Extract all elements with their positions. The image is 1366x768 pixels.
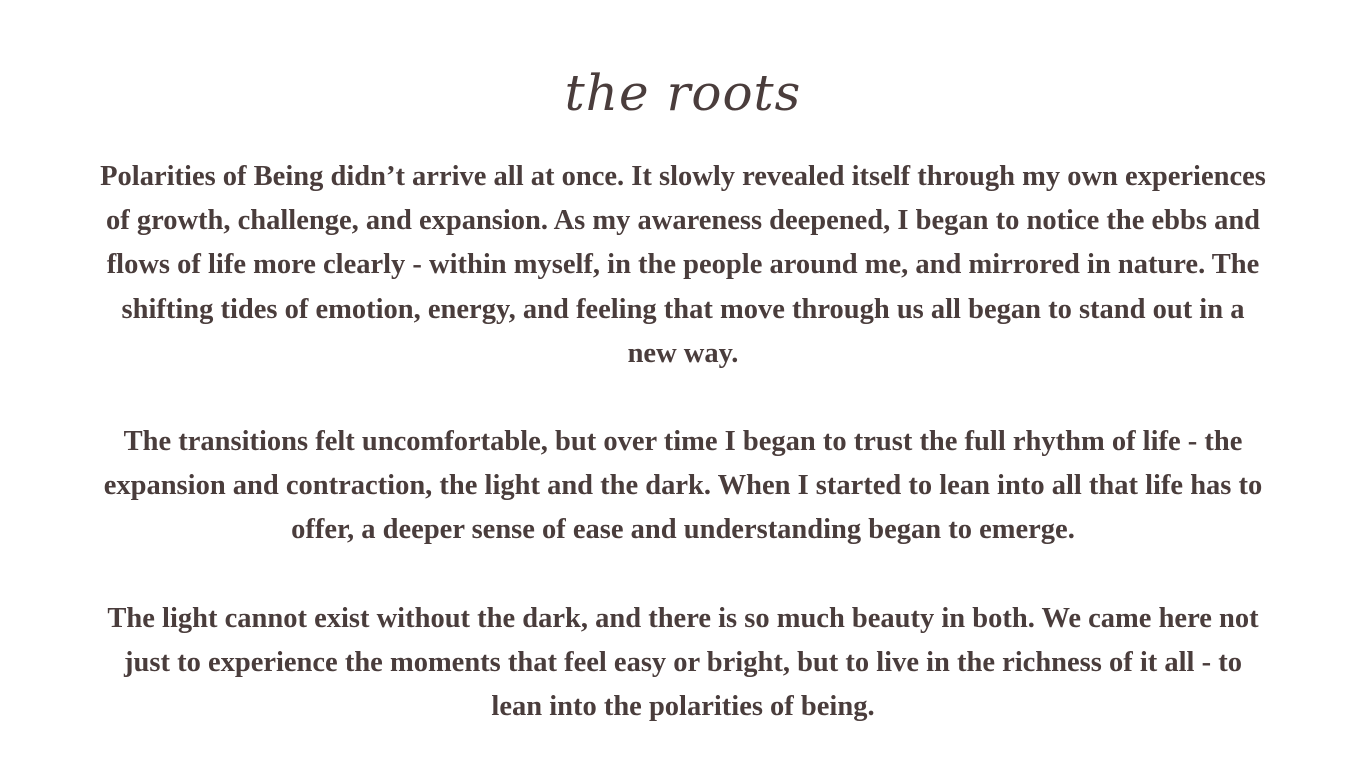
paragraph-spacer [100, 376, 1266, 420]
paragraph-light-dark: The light cannot exist without the dark, and there is so much beauty in both. We came here not just to experience the moments that feel easy or bright, but to live in the richness of it all - to lean into the polarities of being. [107, 602, 1259, 723]
section-title: the roots [564, 64, 802, 122]
paragraph-transitions: The transitions felt uncomfortable, but over time I began to trust the full rhythm of life - the expansion and contraction, the light and the dark. When I started to lean into all that life has to offer, a deeper sense of ease and understanding began to emerge. [103, 426, 1263, 546]
paragraph-spacer [100, 553, 1266, 597]
body-text [100, 155, 1266, 729]
paragraph-origin: Polarities of Being didn’t arrive all at once. It slowly revealed itself through my own experiences of growth, challenge, and expansion. As my awareness deepened, I began to notice the ebbs and flows of life more clearly - within myself, in the people around me, and mirrored in nature. The shifting tides of emotion, energy, and feeling that move through us all began to stand out in a new way. [100, 161, 1266, 369]
